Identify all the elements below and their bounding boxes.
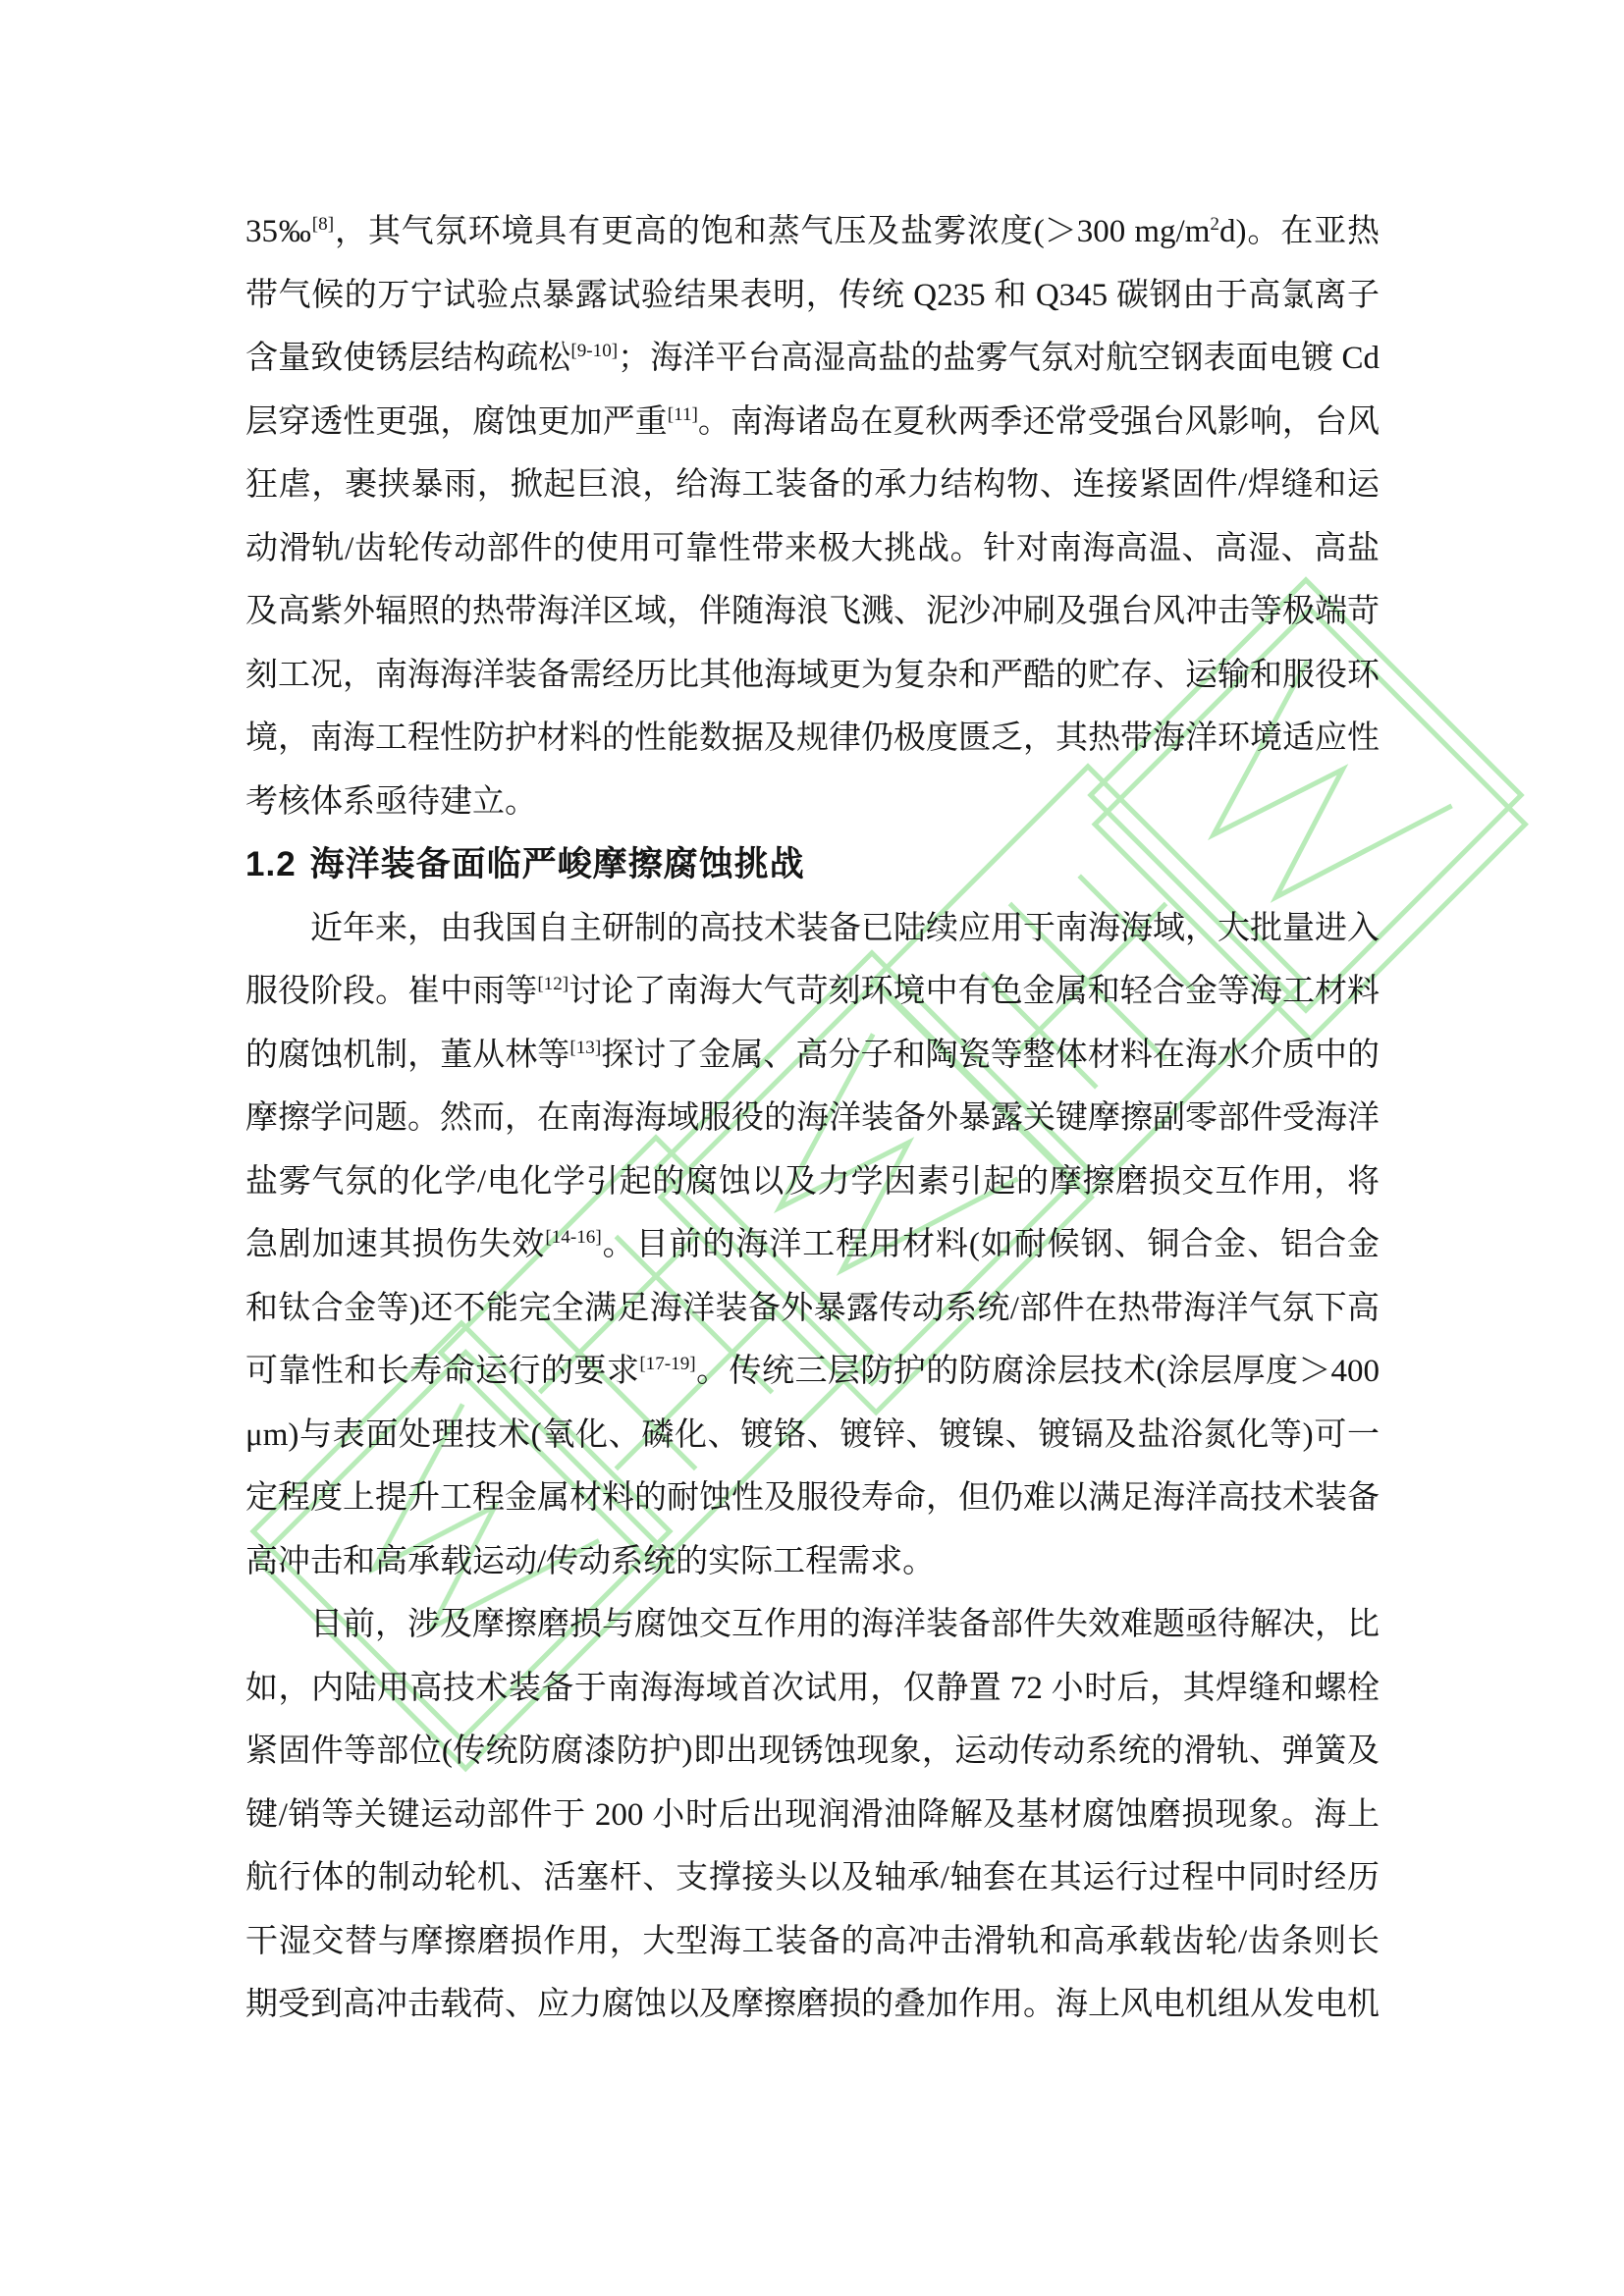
- text-run: 服役阶段。崔中雨等: [245, 974, 538, 1009]
- text-line: [245, 200, 1380, 264]
- text-line: [245, 517, 1380, 581]
- text-line: [245, 1277, 1380, 1341]
- text-run: 的腐蚀机制，董从林等: [245, 1037, 570, 1073]
- text-run: ，其气氛环境具有更高的饱和蒸气压及盐雾浓度(＞300 mg/m: [334, 214, 1211, 249]
- text-run: 带气候的万宁试验点暴露试验结果表明，传统 Q235 和 Q345 碳钢由于高氯离子: [245, 277, 1380, 313]
- text-line: [245, 1784, 1380, 1847]
- text-run: 目前，涉及摩擦磨损与腐蚀交互作用的海洋装备部件失效难题亟待解决，比: [310, 1607, 1380, 1642]
- text-line: [245, 1087, 1380, 1150]
- citation-superscript: [14-16]: [545, 1227, 602, 1248]
- text-run: 摩擦学问题。然而，在南海海域服役的海洋装备外暴露关键摩擦副零部件受海洋: [245, 1100, 1380, 1136]
- text-line: [245, 644, 1380, 708]
- text-line: [245, 1530, 1380, 1594]
- text-line: [245, 960, 1380, 1024]
- text-line: [245, 1846, 1380, 1910]
- text-run: 。南海诸岛在夏秋两季还常受强台风影响，台风: [697, 403, 1380, 440]
- text-line: [245, 327, 1380, 391]
- text-run: 讨论了南海大气苛刻环境中有色金属和轻合金等海工材料: [568, 974, 1380, 1009]
- text-run: 键/销等关键运动部件于 200 小时后出现润滑油降解及基材腐蚀磨损现象。海上: [245, 1796, 1380, 1833]
- text-run: μm)与表面处理技术(氧化、磷化、镀铬、镀锌、镀镍、镀镉及盐浴氮化等)可一: [245, 1416, 1380, 1453]
- text-run: 期受到高冲击载荷、应力腐蚀以及摩擦磨损的叠加作用。海上风电机组从发电机: [245, 1987, 1380, 2022]
- text-line: [245, 1720, 1380, 1784]
- text-line: [245, 1973, 1380, 2037]
- text-run: 狂虐，裹挟暴雨，掀起巨浪，给海工装备的承力结构物、连接紧固件/焊缝和运: [245, 467, 1380, 503]
- text-line: [245, 391, 1380, 454]
- text-run: 境，南海工程性防护材料的性能数据及规律仍极度匮乏，其热带海洋环境适应性: [245, 721, 1380, 756]
- text-run: 及高紫外辐照的热带海洋区域，伴随海浪飞溅、泥沙冲刷及强台风冲击等极端苛: [245, 594, 1380, 629]
- text-run: 层穿透性更强，腐蚀更加严重: [245, 403, 668, 440]
- heading-number: 1.2: [245, 845, 297, 883]
- citation-superscript: [11]: [667, 403, 698, 425]
- text-line: [245, 897, 1380, 961]
- text-run: 35‰: [245, 214, 312, 249]
- text-line: [245, 1657, 1380, 1721]
- citation-superscript: [13]: [569, 1037, 602, 1058]
- text-run: 刻工况，南海海洋装备需经历比其他海域更为复杂和严酷的贮存、运输和服役环: [245, 657, 1380, 693]
- text-line: [245, 1024, 1380, 1088]
- text-run: ；海洋平台高湿高盐的盐雾气氛对航空钢表面电镀 Cd: [618, 341, 1380, 376]
- text-run: 定程度上提升工程金属材料的耐蚀性及服役寿命，但仍难以满足海洋高技术装备: [245, 1480, 1380, 1516]
- text-run: 动滑轨/齿轮传动部件的使用可靠性带来极大挑战。针对南海高温、高湿、高盐: [245, 530, 1380, 566]
- text-line: [245, 454, 1380, 517]
- text-run: 。传统三层防护的防腐涂层技术(涂层厚度＞400: [695, 1354, 1380, 1389]
- text-run: 盐雾气氛的化学/电化学引起的腐蚀以及力学因素引起的摩擦磨损交互作用，将: [245, 1163, 1380, 1200]
- text-line: [245, 580, 1380, 644]
- text-run: 。目前的海洋工程用材料(如耐候钢、铜合金、铝合金: [601, 1227, 1380, 1262]
- citation-superscript: [12]: [537, 974, 569, 994]
- text-line: [245, 1467, 1380, 1530]
- text-line: [245, 1404, 1380, 1468]
- citation-superscript: [17-19]: [639, 1354, 696, 1374]
- text-line: [245, 1150, 1380, 1214]
- citation-superscript: [9-10]: [570, 341, 619, 361]
- text-line: [245, 264, 1380, 328]
- text-run: 海洋装备面临严峻摩擦腐蚀挑战: [309, 845, 805, 883]
- text-run: 近年来，由我国自主研制的高技术装备已陆续应用于南海海域，大批量进入: [310, 910, 1380, 946]
- text-line: [245, 707, 1380, 771]
- text-run: 紧固件等部位(传统防腐漆防护)即出现锈蚀现象，运动传动系统的滑轨、弹簧及: [245, 1734, 1380, 1769]
- text-run: 可靠性和长寿命运行的要求: [245, 1354, 640, 1389]
- text-line: [245, 1593, 1380, 1657]
- text-run: d)。在亚热: [1218, 214, 1380, 249]
- text-run: 考核体系亟待建立。: [245, 783, 537, 820]
- text-line: [245, 1213, 1380, 1277]
- text-line: [245, 1910, 1380, 1974]
- text-run: 干湿交替与摩擦磨损作用，大型海工装备的高冲击滑轨和高承载齿轮/齿条则长: [245, 1923, 1380, 1959]
- text-run: 航行体的制动轮机、活塞杆、支撑接头以及轴承/轴套在其运行过程中同时经历: [245, 1860, 1380, 1896]
- text-line: [245, 1340, 1380, 1404]
- text-run: 如，内陆用高技术装备于南海海域首次试用，仅静置 72 小时后，其焊缝和螺栓: [245, 1670, 1380, 1706]
- citation-superscript: [8]: [311, 214, 335, 235]
- citation-superscript: 2: [1210, 214, 1219, 235]
- text-run: 探讨了金属、高分子和陶瓷等整体材料在海水介质中的: [601, 1037, 1380, 1073]
- section-heading: [245, 833, 1380, 897]
- text-line: [245, 771, 1380, 834]
- text-run: 急剧加速其损伤失效: [245, 1227, 546, 1262]
- text-run: 和钛合金等)还不能完全满足海洋装备外暴露传动系统/部件在热带海洋气氛下高: [245, 1290, 1380, 1326]
- document-body: [245, 200, 1380, 2037]
- text-run: 含量致使锈层结构疏松: [245, 341, 571, 376]
- text-run: 高冲击和高承载运动/传动系统的实际工程需求。: [245, 1543, 936, 1579]
